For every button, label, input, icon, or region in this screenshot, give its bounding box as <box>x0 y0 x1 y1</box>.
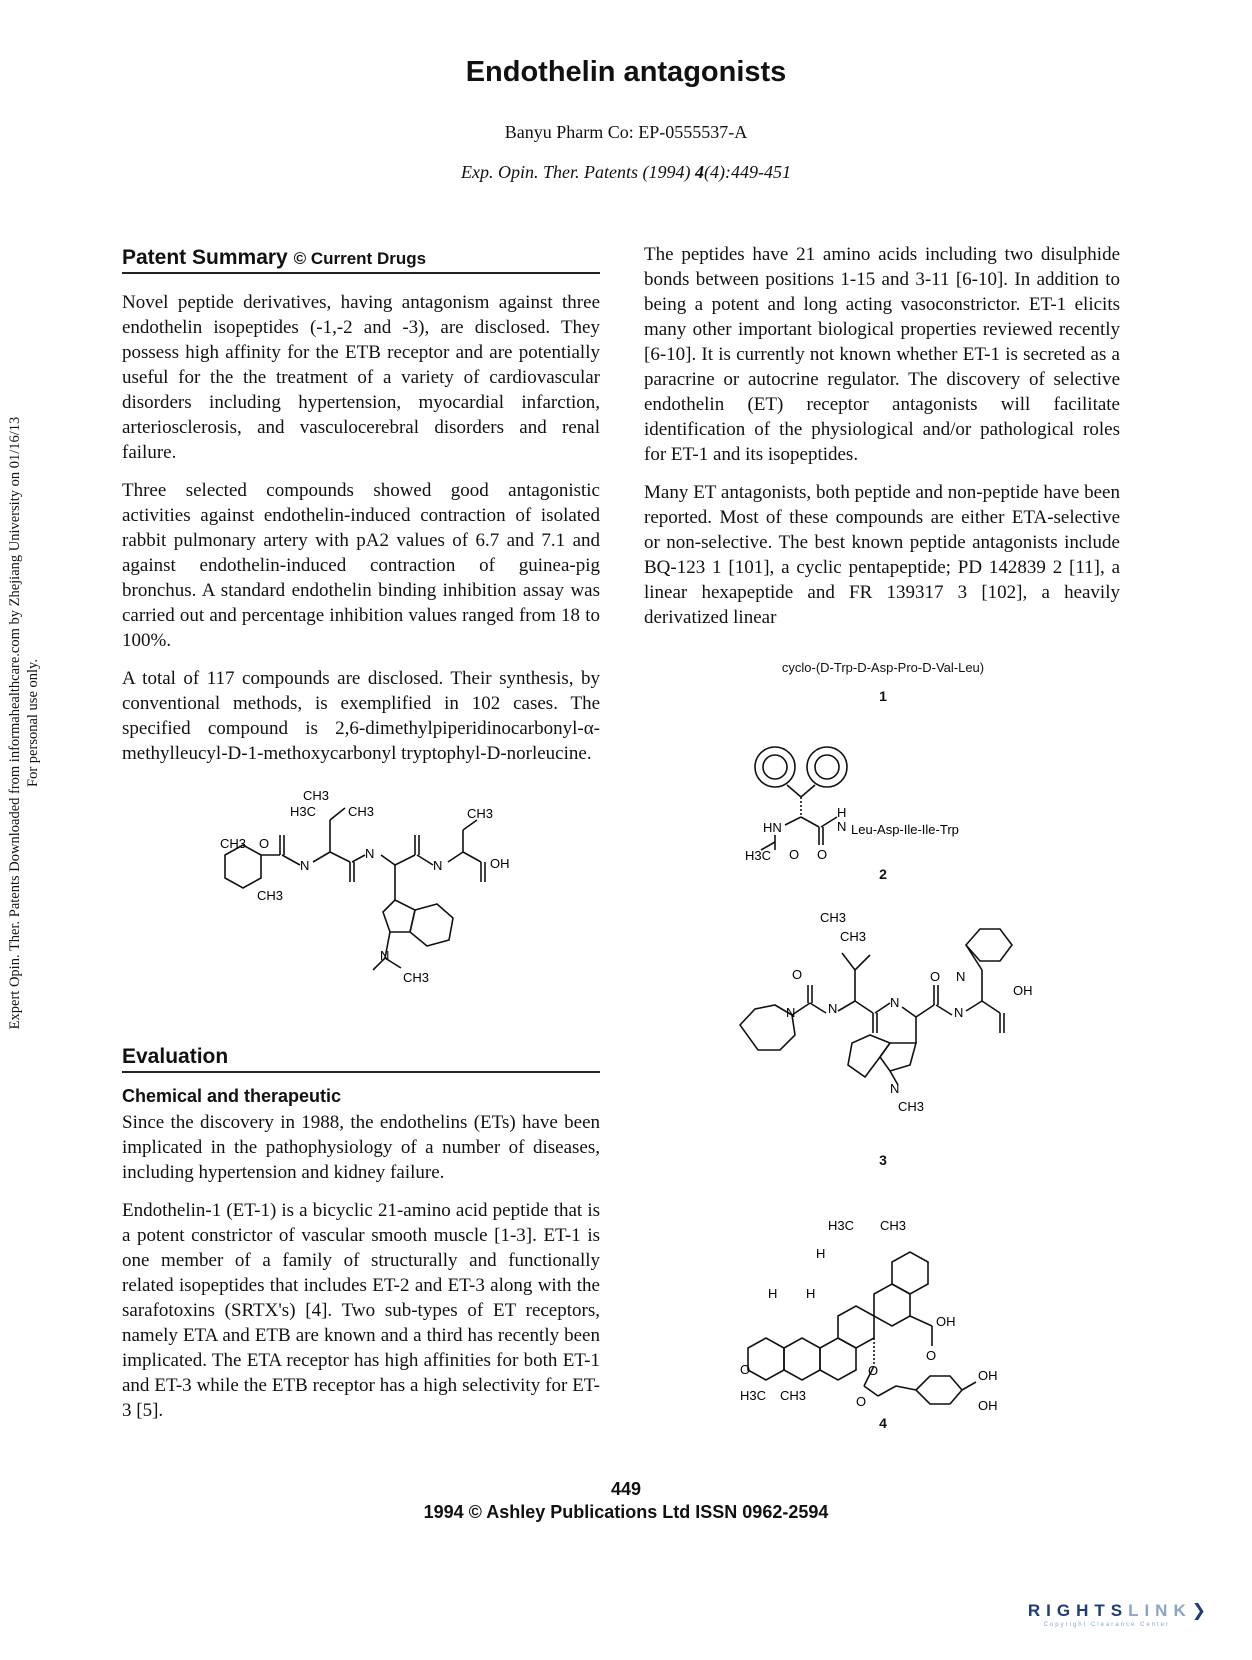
atom-ch3-ring-2: CH3 <box>257 888 284 903</box>
atom-o-c3: O <box>792 967 803 982</box>
atom-ch3-top: CH3 <box>303 788 330 803</box>
side-note-line-2: For personal use only. <box>25 659 41 787</box>
evaluation-paragraph-2: Endothelin-1 (ET-1) is a bicyclic 21-amino acid peptide that is a potent constrictor of vascular smooth muscle [1-3]. ET-1 is one member of a family of structurally and functionally related isopeptides that includes ET-2 and ET-3 along with the sarafotoxins (SRTX's) [4]. Two sub-types of ET receptors, namely ETA and ETB are known and a third has recently been implicated. The ETA receptor has high affinities for both ET-1 and ET-3 while the ETB receptor has a high selectivity for ET-3 [5]. <box>122 1200 600 1421</box>
summary-paragraph-2: Three selected compounds showed good antagonistic activities against endothelin-induced contraction of isolated rabbit pulmonary artery with pA2 values of 6.7 and 7.1 and against endothelin-induced contraction of guinea-pig bronchus. A standard endothelin binding inhibition assay was carried out and percentage inhibition values ranged from 18 to 100%. <box>122 480 600 651</box>
download-side-note <box>6 283 42 1163</box>
right-paragraph-2: Many ET antagonists, both peptide and non-peptide have been reported. Most of these compounds are either ETA-selective or non-selective. The best known peptide antagonists include BQ-123 1 [101], a cyclic pentapeptide; PD 142839 2 [11], a linear hexapeptide and FR 139317 3 [102], a heavily derivatized linear <box>644 482 1120 628</box>
atom-h-c4b: H <box>768 1286 778 1301</box>
atom-ch3-indole: CH3 <box>898 1099 925 1114</box>
atom-o-c4: O <box>926 1348 937 1363</box>
compound-1-label: 1 <box>879 688 887 704</box>
atom-ch3-c4: CH3 <box>880 1218 907 1233</box>
compound-4-structure <box>740 1210 1040 1420</box>
atom-ch3-c3: CH3 <box>820 910 847 925</box>
right-column-text <box>644 242 1120 643</box>
rightslink-subtitle: Copyright Clearance Center <box>1043 1622 1170 1628</box>
atom-n-indole-c3: N <box>890 1081 900 1096</box>
atom-n-c2: N <box>837 819 847 834</box>
compound-3-structure <box>730 910 1040 1145</box>
atom-oh-c3: OH <box>1013 983 1033 998</box>
rightslink-light: LINK <box>1128 1601 1192 1620</box>
atom-o-c2b: O <box>789 847 800 862</box>
atom-oh-c4: OH <box>936 1314 956 1329</box>
rightslink-bold: RIGHTS <box>1027 1601 1129 1620</box>
journal-citation-pre: Exp. Opin. Ther. Patents (1994) <box>461 162 695 182</box>
atom-n-2: N <box>365 846 375 861</box>
chemical-therapeutic-subheading: Chemical and therapeutic <box>122 1086 342 1106</box>
section-rule-2 <box>122 1071 600 1073</box>
current-drugs-credit: © Current Drugs <box>293 249 427 268</box>
atom-hn: HN <box>763 820 782 835</box>
journal-citation <box>0 162 1252 183</box>
atom-n-pyridine: N <box>956 969 966 984</box>
atom-h3c-c2: H3C <box>745 848 772 863</box>
atom-o-c2: O <box>817 847 828 862</box>
atom-n-c3: N <box>786 1005 796 1020</box>
compound-2-label: 2 <box>879 866 887 882</box>
atom-o-c3b: O <box>930 969 941 984</box>
journal-volume: 4 <box>695 162 704 182</box>
patent-summary-heading-text: Patent Summary <box>122 246 288 269</box>
atom-ch3-c3b: CH3 <box>840 929 867 944</box>
page-number: 449 <box>610 1479 642 1499</box>
evaluation-heading: Evaluation <box>122 1045 229 1068</box>
side-note-line-1: Expert Opin. Ther. Patents Downloaded from informahealthcare.com by Zhejiang University on 01/16/13 <box>7 416 23 1030</box>
atom-h-c4c: H <box>806 1286 816 1301</box>
atom-ch3-ester: CH3 <box>403 970 430 985</box>
atom-n-c3c: N <box>890 995 900 1010</box>
patent-summary-heading <box>122 246 426 270</box>
atom-n-3: N <box>433 858 443 873</box>
patent-company-line: Banyu Pharm Co: EP-0555537-A <box>504 122 748 142</box>
atom-h-2: H <box>837 805 847 820</box>
section-rule <box>122 272 600 274</box>
atom-ch3-ring: CH3 <box>220 836 247 851</box>
compound-1-formula: cyclo-(D-Trp-D-Asp-Pro-D-Val-Leu) <box>781 660 985 675</box>
patent-summary-text <box>122 290 600 779</box>
atom-ch3: CH3 <box>348 804 375 819</box>
compound-2-chain: Leu-Asp-Ile-Ile-Trp <box>851 822 959 837</box>
compound-4-label: 4 <box>879 1415 887 1431</box>
atom-o-c4d: O <box>868 1363 879 1378</box>
atom-h-c4: H <box>816 1246 826 1261</box>
atom-h3c-c4: H3C <box>828 1218 855 1233</box>
compound-2-structure <box>745 735 1025 875</box>
rightslink-arrow-icon: ❯ <box>1191 1601 1212 1620</box>
evaluation-paragraph-1: Since the discovery in 1988, the endothelins (ETs) have been implicated in the pathophysiology of a number of diseases, including hypertension and kidney failure. <box>122 1112 600 1183</box>
atom-ch3-chain: CH3 <box>467 806 494 821</box>
summary-paragraph-3: A total of 117 compounds are disclosed. Their synthesis, by conventional methods, is exemplified in 102 cases. The specified compound is 2,6-dimethylpiperidinocarbonyl-α-methylleucyl-D-1-methoxycarbonyl tryptophyl-D-norleucine. <box>122 668 600 764</box>
journal-citation-post: (4):449-451 <box>704 162 791 182</box>
rightslink-logo[interactable] <box>1028 1601 1212 1621</box>
atom-h3c: H3C <box>290 804 317 819</box>
atom-oh-c4b: OH <box>978 1368 998 1383</box>
atom-n: N <box>300 858 310 873</box>
atom-n-c3b: N <box>828 1001 838 1016</box>
atom-ch3-c4b: CH3 <box>780 1388 807 1403</box>
atom-o-c4c: O <box>856 1394 867 1409</box>
compound-3-label: 3 <box>879 1152 887 1168</box>
atom-o: O <box>259 836 270 851</box>
atom-o-c4b: O <box>740 1362 751 1377</box>
copyright-line: 1994 © Ashley Publications Ltd ISSN 0962-2594 <box>423 1502 829 1522</box>
atom-n-indole: N <box>380 948 390 963</box>
atom-oh: OH <box>490 856 510 871</box>
page-title: Endothelin antagonists <box>465 56 787 88</box>
atom-h3c-c4b: H3C <box>740 1388 767 1403</box>
summary-paragraph-1: Novel peptide derivatives, having antagonism against three endothelin isopeptides (-1,-2 and -3), are disclosed. They possess high affinity for the ETB receptor and are potentially useful for the the treatment of a variety of cardiovascular disorders including hypertension, myocardial infarction, arteriosclerosis, and vasculocerebral disorders and renal failure. <box>122 292 600 463</box>
atom-oh-c4c: OH <box>978 1398 998 1413</box>
right-paragraph-1: The peptides have 21 amino acids including two disulphide bonds between positions 1-15 and 3-11 [6-10]. In addition to being a potent and long acting vasoconstrictor. ET-1 elicits many other important biological properties reviewed recently [6-10]. It is currently not known whether ET-1 is secreted as a paracrine or autocrine regulator. The discovery of selective endothelin (ET) receptor antagonists will facilitate identification of the physiological and/or pathological roles for ET-1 and its isopeptides. <box>644 244 1120 465</box>
evaluation-text <box>122 1110 600 1436</box>
atom-n-c3d: N <box>954 1005 964 1020</box>
specified-compound-structure <box>205 788 535 1005</box>
